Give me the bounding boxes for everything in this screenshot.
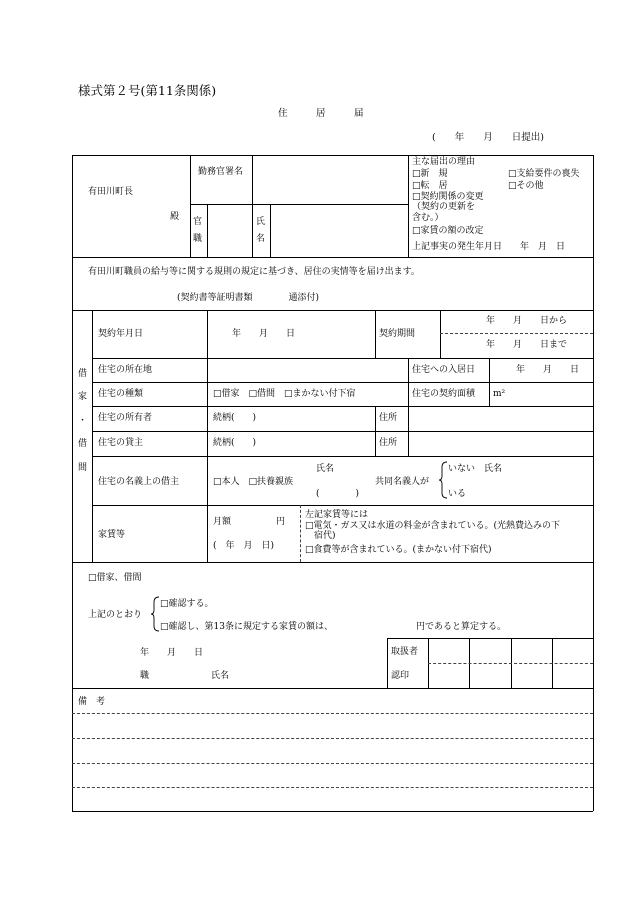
contract-date-value[interactable]: 年 月 日 bbox=[232, 329, 296, 339]
confirm-option-1[interactable]: □確認する。 bbox=[160, 599, 214, 609]
confirm-option-2-suffix: 円であると算定する。 bbox=[416, 622, 507, 632]
rent-note-meals[interactable]: □食費等が含まれている。(まかない付下宿代) bbox=[305, 545, 492, 555]
move-in-label: 住宅への入居日 bbox=[412, 365, 476, 375]
lessee-options[interactable]: □本人 □扶養親族 bbox=[213, 477, 294, 487]
joint-label: 共同名義人が bbox=[375, 477, 430, 487]
office-field[interactable] bbox=[253, 156, 407, 203]
name-label: 氏 名 bbox=[256, 217, 266, 245]
joint-none[interactable]: いない 氏名 bbox=[448, 464, 503, 474]
seal-label: 認印 bbox=[391, 671, 410, 681]
confirm-option-2[interactable]: □確認し、第13条に規定する家賃の額は、 bbox=[160, 622, 333, 632]
joint-brace bbox=[438, 461, 448, 503]
confirm-checkbox[interactable]: □借家、借間 bbox=[88, 573, 142, 583]
confirm-as-above: 上記のとおり bbox=[88, 610, 143, 620]
reason-new[interactable]: □新 規 bbox=[412, 169, 448, 179]
owner-address-field[interactable] bbox=[409, 407, 592, 430]
post-label: 官 職 bbox=[193, 217, 203, 245]
owner-label: 住宅の所有者 bbox=[98, 413, 153, 423]
landlord-label: 住宅の貸主 bbox=[98, 438, 144, 448]
contract-date-label: 契約年月日 bbox=[98, 329, 144, 339]
lessee-label: 住宅の名義上の借主 bbox=[98, 477, 180, 487]
rent-note-heading: 左記家賃等には bbox=[305, 510, 369, 520]
reason-other[interactable]: □その他 bbox=[508, 181, 544, 191]
landlord-address-label: 住所 bbox=[379, 438, 398, 448]
reason-rent-change[interactable]: □家賃の額の改定 bbox=[412, 226, 484, 236]
remarks-label: 備 考 bbox=[78, 697, 106, 707]
owner-relation[interactable]: 続柄( ) bbox=[213, 413, 257, 423]
house-type-options[interactable]: □借家 □借間 □まかない付下宿 bbox=[213, 389, 356, 399]
lessee-name-paren[interactable]: ( ) bbox=[316, 489, 360, 499]
reason-move[interactable]: □転 居 bbox=[412, 181, 448, 191]
area-label: 住宅の契約面積 bbox=[412, 389, 476, 399]
reasons-heading: 主な届出の理由 bbox=[412, 157, 476, 167]
landlord-address-field[interactable] bbox=[409, 432, 592, 455]
handler-label: 取扱者 bbox=[391, 647, 419, 657]
location-label: 住宅の所在地 bbox=[98, 365, 153, 375]
remarks-field[interactable] bbox=[73, 714, 592, 810]
house-type-label: 住宅の種類 bbox=[98, 389, 144, 399]
rent-monthly[interactable]: 月額 円 bbox=[213, 517, 286, 527]
area-unit[interactable]: m² bbox=[493, 389, 506, 399]
contract-period-to[interactable]: 年 月 日まで bbox=[486, 340, 568, 350]
form-title: 住 居 届 bbox=[278, 108, 364, 119]
rent-label: 家賃等 bbox=[98, 530, 126, 540]
rent-note-utilities[interactable]: □電気・ガス又は水道の料金が含まれている。(光熱費込みの下 宿代) bbox=[305, 521, 561, 542]
office-label: 勤務官署名 bbox=[198, 167, 244, 177]
location-field[interactable] bbox=[208, 359, 407, 381]
name-field[interactable] bbox=[271, 205, 407, 256]
joint-exists[interactable]: いる bbox=[448, 489, 467, 499]
addressee-name: 有田川町長 bbox=[88, 187, 134, 197]
owner-address-label: 住所 bbox=[379, 413, 398, 423]
rent-date[interactable]: ( 年 月 日) bbox=[213, 541, 275, 551]
landlord-relation[interactable]: 続柄( ) bbox=[213, 438, 257, 448]
confirm-name: 氏名 bbox=[211, 671, 230, 681]
lessee-name-label: 氏名 bbox=[316, 464, 335, 474]
attachment-note: (契約書等証明書類 通添付) bbox=[177, 293, 320, 303]
move-in-value[interactable]: 年 月 日 bbox=[516, 365, 580, 375]
contract-period-label: 契約期間 bbox=[379, 329, 416, 339]
occurrence-date: 上記事実の発生年月日 年 月 日 bbox=[412, 242, 566, 252]
side-label: 借 家 ・ 借 間 bbox=[78, 369, 88, 473]
addressee-honorific: 殿 bbox=[170, 212, 180, 222]
confirm-date[interactable]: 年 月 日 bbox=[140, 648, 204, 658]
contract-period-from[interactable]: 年 月 日から bbox=[486, 316, 568, 326]
reason-benefit-loss[interactable]: □支給要件の喪失 bbox=[508, 169, 580, 179]
reason-contract-change[interactable]: □契約関係の変更 （契約の更新を 含む。） bbox=[412, 192, 484, 223]
submit-date: ( 年 月 日提出) bbox=[432, 132, 544, 143]
statement: 有田川町職員の給与等に関する規則の規定に基づき、居住の実情等を届け出ます。 bbox=[88, 267, 420, 277]
form-number: 様式第２号(第11条関係) bbox=[78, 83, 217, 98]
confirm-brace bbox=[150, 596, 160, 636]
confirm-post: 職 bbox=[140, 671, 150, 681]
